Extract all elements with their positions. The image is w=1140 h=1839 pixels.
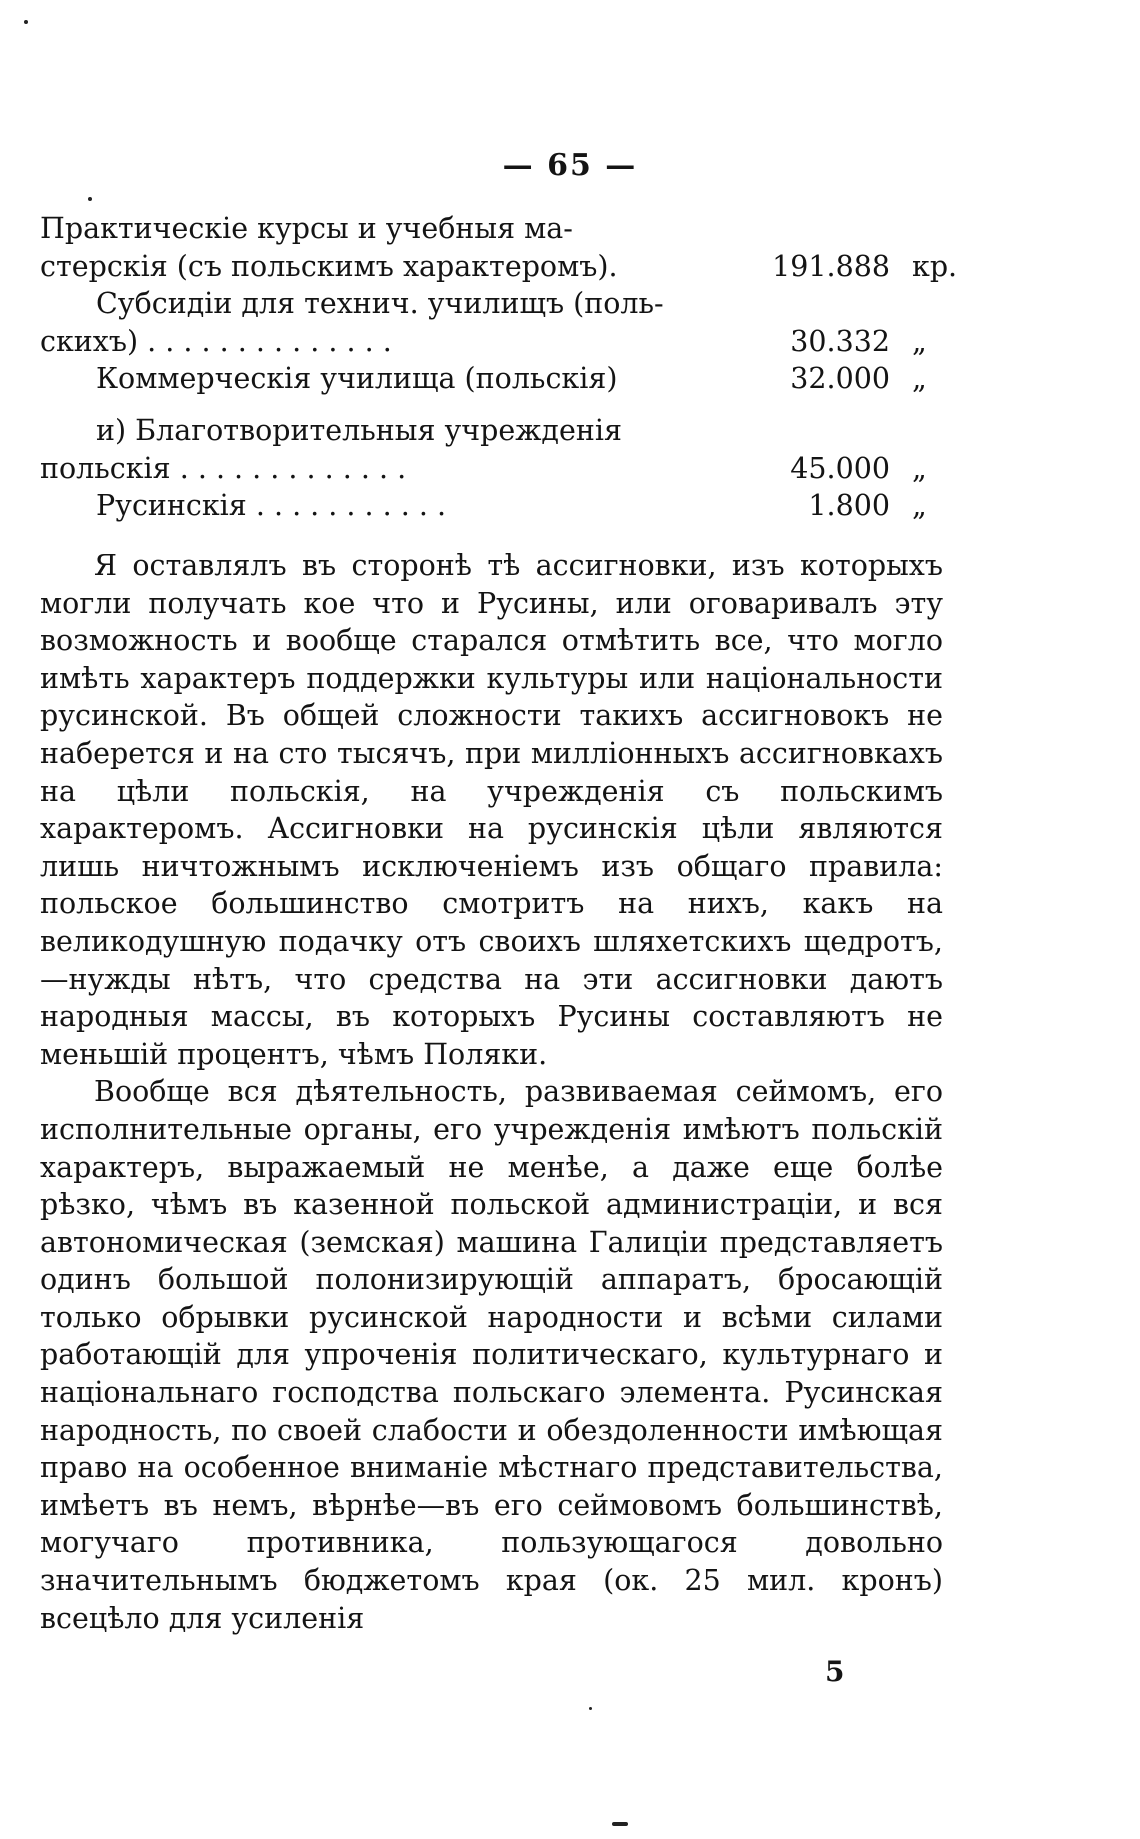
scan-speck bbox=[589, 1707, 592, 1710]
ledger-line bbox=[40, 360, 943, 398]
paragraph: Я оставлялъ въ сторонѣ тѣ ассигновки, изъ которыхъ могли получать кое что и Русины, или оговаривалъ эту возможность и вообще старался отмѣтить все, что могло имѣть характеръ поддержки культуры или національности русинской. Въ общей сложности такихъ ассигновокъ не наберется и на сто тысячъ, при милліонныхъ ассигновкахъ на цѣли польскія, на учрежденія съ польскимъ характеромъ. Ассигновки на русинскія цѣли являются лишь ничтожнымъ исключеніемъ изъ общаго правила: польское большинство смотритъ на нихъ, какъ на великодушную подачку отъ своихъ шляхетскихъ щедротъ,—нужды нѣтъ, что средства на эти ассигновки даютъ народныя массы, въ которыхъ Русины составляютъ не меньшій процентъ, чѣмъ Поляки. bbox=[40, 549, 943, 1071]
signature-mark: 5 bbox=[825, 1655, 845, 1688]
ledger-item-description: и) Благотворительныя учрежденія bbox=[96, 413, 622, 447]
ledger-item-amount: 191.888 bbox=[772, 249, 890, 283]
ledger-line bbox=[40, 248, 958, 286]
scan-speck bbox=[88, 197, 92, 201]
ledger-item-unit: „ bbox=[912, 324, 927, 358]
ledger-line bbox=[40, 285, 943, 323]
ledger-line bbox=[40, 323, 943, 361]
scan-speck bbox=[612, 1822, 628, 1826]
body-text bbox=[40, 547, 943, 1637]
ledger-item-amount: 45.000 bbox=[790, 451, 890, 485]
ledger-line bbox=[40, 487, 943, 525]
ledger-item-unit: „ bbox=[912, 362, 927, 396]
page-number: — 65 — bbox=[502, 148, 638, 183]
ledger-item-amount: 1.800 bbox=[808, 489, 890, 523]
ledger-item-description: стерскія (съ польскимъ характеромъ). bbox=[40, 249, 618, 283]
ledger-item-description: Коммерческія училища (польскія) bbox=[96, 362, 618, 396]
ledger-line bbox=[40, 412, 943, 450]
ledger-line bbox=[40, 210, 943, 248]
ledger-item-unit: „ bbox=[912, 489, 927, 523]
ledger-item-description: скихъ) . . . . . . . . . . . . . . bbox=[40, 324, 392, 358]
ledger-item-unit: „ bbox=[912, 451, 927, 485]
ledger-line bbox=[40, 450, 943, 488]
scan-speck bbox=[24, 20, 28, 24]
ledger-item-description: польскія . . . . . . . . . . . . . bbox=[40, 451, 407, 485]
ledger-item-description: Русинскія . . . . . . . . . . . bbox=[96, 489, 447, 523]
paragraph: Вообще вся дѣятельность, развиваемая сеймомъ, его исполнительные органы, его учрежденія имѣютъ польскій характеръ, выражаемый не менѣе, а даже еще болѣе рѣзко, чѣмъ въ казенной польской администраціи, и вся автономическая (земская) машина Галиціи представляетъ одинъ большой полонизирующій аппаратъ, бросающій только обрывки русинской народности и всѣми силами работающій для упроченія политическаго, культурнаго и національнаго господства польскаго элемента. Русинская народность, по своей слабости и обездоленности имѣющая право на особенное вниманіе мѣстнаго представительства, имѣетъ въ немъ, вѣрнѣе—въ его сеймовомъ большинствѣ, могучаго противника, пользующагося довольно значительнымъ бюджетомъ края (ок. 25 мил. кронъ) всецѣло для усиленія bbox=[40, 1075, 943, 1635]
ledger-item-amount: 32.000 bbox=[790, 362, 890, 396]
ledger-item-amount: 30.332 bbox=[790, 324, 890, 358]
appropriations-list bbox=[40, 210, 958, 525]
ledger-item-description: Практическіе курсы и учебныя ма- bbox=[40, 212, 573, 245]
ledger-item-description: Субсидіи для технич. училищъ (поль- bbox=[96, 287, 664, 321]
ledger-item-unit: кр. bbox=[912, 249, 958, 283]
